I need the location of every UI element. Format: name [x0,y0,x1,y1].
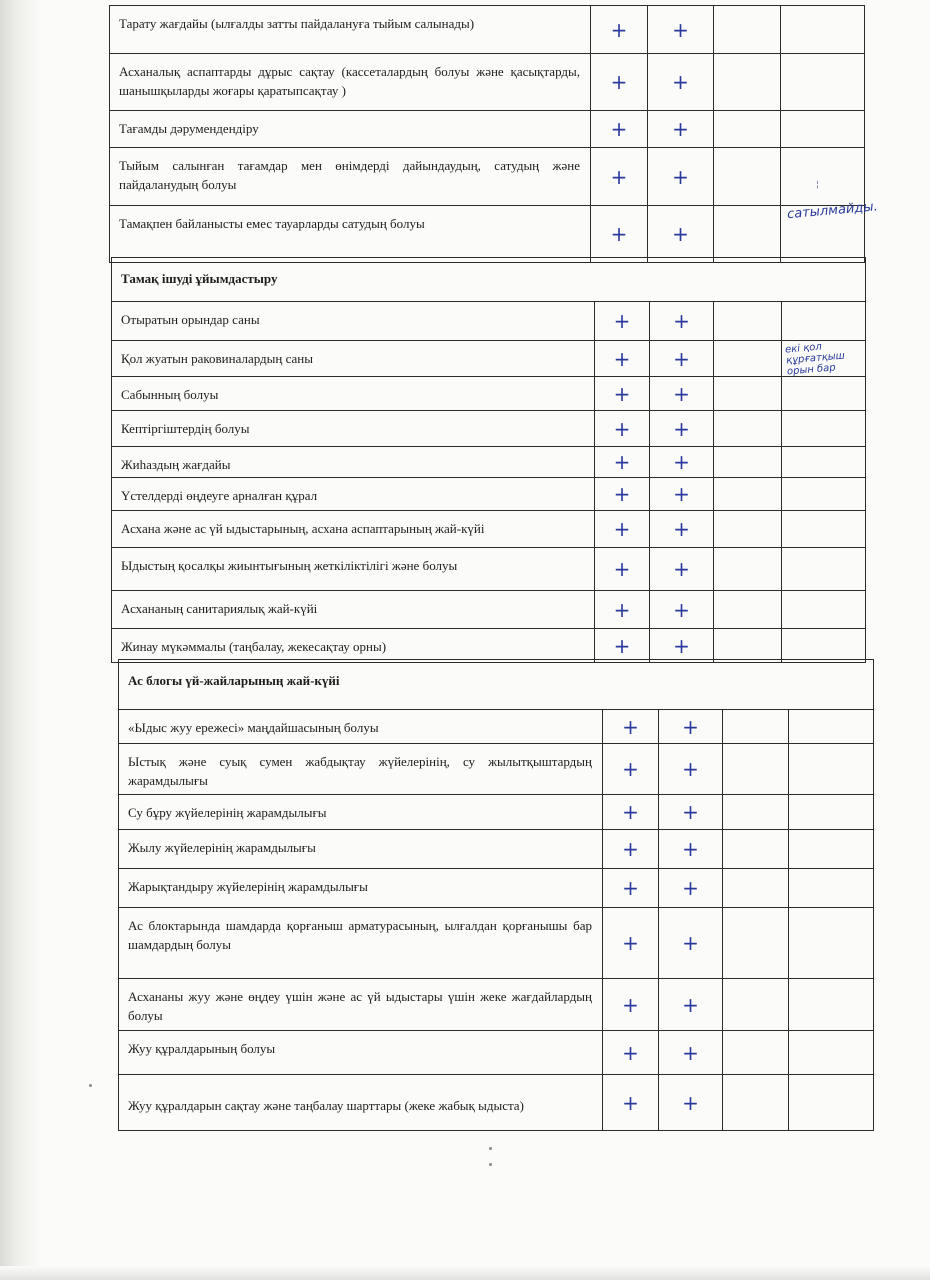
table-row [119,830,874,869]
criterion-text: Жиһаздың жағдайы [112,447,595,478]
criterion-text: Асхана және ас үй ыдыстарының, асхана аспаптарының жай-күйі [112,511,595,548]
criterion-text: Тыйым салынған тағамдар мен өнімдерді дайындаудың, сатудың және пайдаланудың болуы [110,148,591,206]
check-cell-1 [591,148,648,206]
table-row [119,1075,874,1131]
check-cell-1 [591,111,648,148]
table-row [110,206,865,263]
handwritten-plus-mark: + [610,164,628,189]
check-cell-1 [595,478,650,511]
table-row [110,111,865,148]
criterion-text: Сабынның болуы [112,377,595,411]
check-cell-1 [591,54,648,111]
handwritten-plus-mark: + [613,450,631,474]
handwritten-plus-mark: + [613,381,631,406]
check-cell-2 [659,908,723,979]
note-cell [782,629,866,663]
handwritten-note: сатылмайды. [786,199,879,223]
empty-cell [714,341,782,377]
handwritten-plus-mark: + [672,164,689,189]
handwritten-plus-mark: + [682,876,699,900]
check-cell-1 [603,1075,659,1131]
criterion-text: Асханалық аспаптарды дұрыс сақтау (кассеталардың болуы және қасықтарды, шанышқыларды жоғары қаратыпсақтау ) [110,54,591,111]
handwritten-plus-mark: + [673,416,690,441]
handwritten-plus-mark: + [613,416,631,441]
empty-cell [714,411,782,447]
handwritten-plus-mark: + [682,714,699,739]
criterion-text: Ас блоктарында шамдарда қорғаныш арматурасының, ылғалдан қорғанышы бар шамдардың болуы [119,908,603,979]
table-row [110,6,865,54]
empty-cell [714,629,782,663]
handwritten-note: екі қол құрғатқыш орын бар [784,341,846,378]
note-cell [782,411,866,447]
scan-speck [489,1147,492,1150]
note-cell [782,478,866,511]
empty-cell [714,377,782,411]
empty-cell [714,206,781,263]
handwritten-plus-mark: + [622,1090,639,1115]
handwritten-plus-mark: + [673,557,690,581]
handwritten-plus-mark: + [622,837,639,861]
note-cell [789,795,874,830]
check-cell-2 [648,148,714,206]
note-cell [789,710,874,744]
check-cell-2 [659,1031,723,1075]
empty-cell [723,869,789,908]
check-cell-1 [595,377,650,411]
check-cell-1 [603,869,659,908]
check-cell-2 [650,447,714,478]
handwritten-plus-mark: + [672,17,689,42]
handwritten-plus-mark: + [682,837,699,861]
handwritten-plus-mark: + [682,800,699,824]
criterion-text: Тарату жағдайы (ылғалды затты пайдалануға тыйым салынады) [110,6,591,54]
handwritten-plus-mark: + [672,222,689,246]
note-cell [789,830,874,869]
table-row [112,478,866,511]
check-cell-2 [659,830,723,869]
check-cell-2 [650,341,714,377]
criterion-text: Тамақпен байланысты емес тауарларды сатудың болуы [110,206,591,263]
empty-cell [714,54,781,111]
handwritten-plus-mark: + [613,517,631,541]
table-row [119,744,874,795]
criterion-text: Жуу құралдарының болуы [119,1031,603,1075]
empty-cell [723,1031,789,1075]
note-cell [789,869,874,908]
criterion-text: Жарықтандыру жүйелерінің жарамдылығы [119,869,603,908]
handwritten-plus-mark: + [613,597,631,622]
checklist-table-kitchen-premises [118,659,874,1131]
table-row [119,869,874,908]
handwritten-plus-mark: + [673,482,690,506]
empty-cell [723,795,789,830]
handwritten-plus-mark: + [613,557,631,581]
handwritten-plus-mark: + [622,757,639,781]
note-cell [782,377,866,411]
criterion-text: «Ыдыс жуу ережесі» маңдайшасының болуы [119,710,603,744]
pen-tick-mark: ¦ [816,180,820,190]
table-row [110,148,865,206]
section-header-row [119,660,874,710]
handwritten-plus-mark: + [673,597,690,622]
empty-cell [714,302,782,341]
criterion-text: Қол жуатын раковиналардың саны [112,341,595,377]
table-row [110,54,865,111]
check-cell-2 [650,591,714,629]
handwritten-plus-mark: + [610,70,628,94]
empty-cell [723,710,789,744]
check-cell-1 [603,979,659,1031]
check-cell-1 [603,908,659,979]
check-cell-2 [659,710,723,744]
criterion-text: Тағамды дәрумендендіру [110,111,591,148]
handwritten-plus-mark: + [673,309,690,333]
criterion-text: Асхананың санитариялық жай-күйі [112,591,595,629]
criterion-text: Отыратын орындар саны [112,302,595,341]
table-row [119,979,874,1031]
handwritten-plus-mark: + [622,876,639,900]
note-cell [781,111,865,148]
table-row [112,548,866,591]
criterion-text: Үстелдерді өңдеуге арналған құрал [112,478,595,511]
handwritten-plus-mark: + [622,1040,639,1065]
note-cell [782,302,866,341]
scan-speck [489,1163,492,1166]
handwritten-plus-mark: + [673,346,690,371]
handwritten-plus-mark: + [682,757,699,781]
note-cell [782,511,866,548]
handwritten-plus-mark: + [622,992,639,1017]
check-cell-2 [659,979,723,1031]
table-row [112,377,866,411]
handwritten-plus-mark: + [673,633,690,658]
note-cell [781,199,879,263]
check-cell-2 [650,629,714,663]
check-cell-1 [603,830,659,869]
criterion-text: Жылу жүйелерінің жарамдылығы [119,830,603,869]
check-cell-2 [659,744,723,795]
check-cell-1 [603,1031,659,1075]
scan-speck [89,1084,92,1087]
check-cell-1 [603,744,659,795]
checklist-table-dining [111,257,866,663]
table-row [119,1031,874,1075]
note-cell [789,979,874,1031]
handwritten-plus-mark: + [613,633,631,658]
check-cell-2 [650,548,714,591]
empty-cell [714,148,781,206]
section-title: Тамақ ішуді ұйымдастыру [112,258,866,302]
check-cell-2 [648,111,714,148]
handwritten-plus-mark: + [622,714,639,739]
table-row [119,795,874,830]
check-cell-2 [659,795,723,830]
check-cell-1 [603,795,659,830]
handwritten-plus-mark: + [610,222,628,246]
table-row [112,511,866,548]
check-cell-1 [595,447,650,478]
criterion-text: Жинау мүкәммалы (таңбалау, жекесақтау орны) [112,629,595,663]
handwritten-plus-mark: + [613,309,631,333]
check-cell-2 [648,54,714,111]
table-row [112,447,866,478]
note-cell [789,908,874,979]
handwritten-plus-mark: + [622,931,639,955]
check-cell-2 [659,1075,723,1131]
empty-cell [714,447,782,478]
handwritten-plus-mark: + [672,70,689,94]
table-row [112,411,866,447]
handwritten-plus-mark: + [613,482,631,506]
check-cell-1 [595,341,650,377]
note-cell [781,148,865,206]
handwritten-plus-mark: + [673,381,690,406]
check-cell-1 [595,591,650,629]
check-cell-1 [595,302,650,341]
criterion-text: Жуу құралдарын сақтау және таңбалау шарттары (жеке жабық ыдыста) [119,1075,603,1131]
table-row [119,908,874,979]
handwritten-plus-mark: + [672,117,689,141]
handwritten-plus-mark: + [622,800,639,824]
empty-cell [723,979,789,1031]
check-cell-2 [648,206,714,263]
note-cell [782,591,866,629]
check-cell-2 [650,511,714,548]
criterion-text: Ыстық және суық сумен жабдықтау жүйелерінің, су жылытқыштардың жарамдылығы [119,744,603,795]
handwritten-plus-mark: + [682,931,699,955]
note-cell [789,1075,874,1131]
check-cell-2 [650,478,714,511]
handwritten-plus-mark: + [610,17,628,42]
note-cell [789,744,874,795]
note-cell [781,54,865,111]
criterion-text: Ыдыстың қосалқы жиынтығының жеткіліктілігі және болуы [112,548,595,591]
table-row [119,710,874,744]
table-row [112,302,866,341]
note-cell [782,548,866,591]
check-cell-2 [650,411,714,447]
handwritten-plus-mark: + [682,1040,699,1065]
check-cell-1 [591,6,648,54]
handwritten-plus-mark: + [682,992,699,1017]
check-cell-1 [591,206,648,263]
note-cell [782,447,866,478]
check-cell-2 [659,869,723,908]
empty-cell [714,111,781,148]
table-row [112,341,866,377]
empty-cell [723,1075,789,1131]
check-cell-1 [595,511,650,548]
criterion-text: Кептіргіштердің болуы [112,411,595,447]
note-cell [789,1031,874,1075]
handwritten-plus-mark: + [673,450,690,474]
table-row [112,591,866,629]
empty-cell [714,6,781,54]
empty-cell [723,908,789,979]
handwritten-plus-mark: + [682,1090,699,1115]
check-cell-1 [595,411,650,447]
section-header-row [112,258,866,302]
check-cell-2 [650,302,714,341]
empty-cell [714,548,782,591]
check-cell-1 [595,629,650,663]
empty-cell [714,591,782,629]
note-cell [782,341,866,377]
table-row [112,629,866,663]
check-cell-2 [648,6,714,54]
note-cell [781,6,865,54]
check-cell-1 [595,548,650,591]
check-cell-2 [650,377,714,411]
criterion-text: Асхананы жуу және өңдеу үшін және ас үй ыдыстары үшін жеке жағдайлардың болуы [119,979,603,1031]
empty-cell [714,478,782,511]
empty-cell [723,830,789,869]
checklist-table-distribution [109,5,879,263]
handwritten-plus-mark: + [673,517,690,541]
criterion-text: Су бұру жүйелерінің жарамдылығы [119,795,603,830]
empty-cell [723,744,789,795]
empty-cell [714,511,782,548]
handwritten-plus-mark: + [610,117,628,141]
check-cell-1 [603,710,659,744]
section-title: Ас блогы үй-жайларының жай-күйі [119,660,874,710]
handwritten-plus-mark: + [613,346,631,371]
